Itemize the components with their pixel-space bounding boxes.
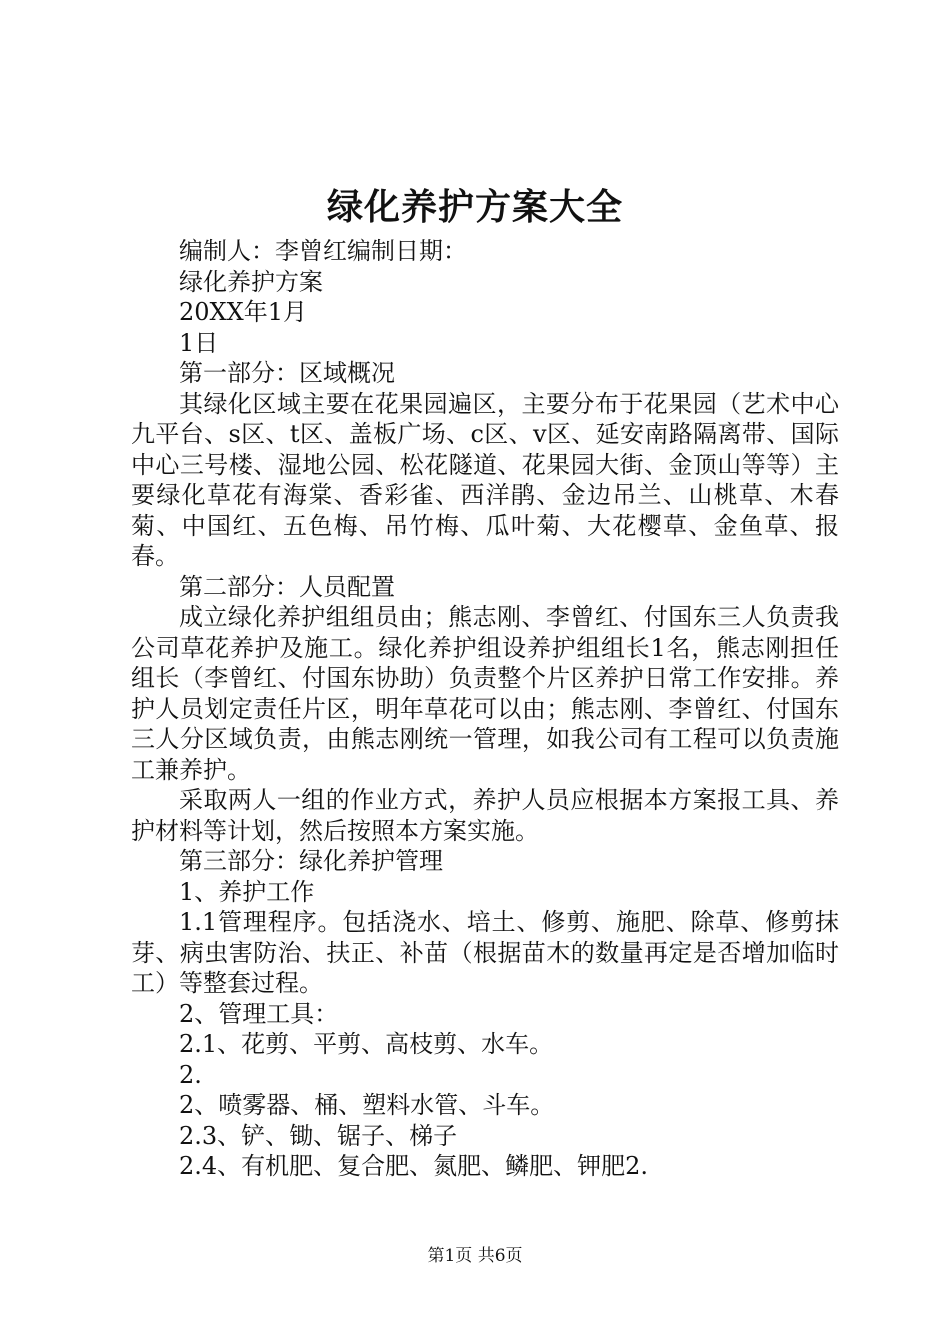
list-item-tools-2-prefix: 2. [179, 1060, 202, 1089]
subheading-management-tools: 2、管理工具： [179, 999, 339, 1028]
list-item-tools-3: 2.3、铲、锄、锯子、梯子 [179, 1121, 458, 1150]
paragraph-area-overview: 其绿化区域主要在花果园遍区，主要分布于花果园（艺术中心九平台、s区、t区、盖板广场、c区、v区、延安南路隔离带、国际中心三号楼、湿地公园、松花隧道、花果园大街、金顶山等等）主要绿化草花有海棠、香彩雀、西洋鹃、金边吊兰、山桃草、木春菊、中国红、五色梅、吊竹梅、瓜叶菊、大花樱草、金鱼草、报春。 [131, 389, 839, 570]
section-heading-2: 第二部分：人员配置 [179, 572, 395, 601]
list-item-tools-1: 2.1、花剪、平剪、高枝剪、水车。 [179, 1030, 554, 1058]
document-title: 绿化养护方案大全 [326, 186, 623, 228]
page-footer: 第1页 共6页 [427, 1246, 523, 1266]
paragraph-date-month: 20XX年1月 [179, 298, 307, 326]
list-item-tools-4: 2.4、有机肥、复合肥、氮肥、鳞肥、钾肥2. [179, 1152, 649, 1180]
document-body [131, 236, 839, 1182]
section-heading-1: 第一部分：区域概况 [179, 359, 395, 387]
paragraph-staffing: 成立绿化养护组组员由；熊志刚、李曾红、付国东三人负责我公司草花养护及施工。绿化养护组设养护组组长1名，熊志刚担任组长（李曾红、付国东协助）负责整个片区养护日常工作安排。养护人员划定责任片区，明年草花可以由；熊志刚、李曾红、付国东三人分区域负责，由熊志刚统一管理，如我公司有工程可以负责施工兼养护。 [131, 603, 839, 784]
paragraph-author: 编制人：李曾红编制日期： [179, 237, 467, 265]
list-item-tools-2: 2、喷雾器、桶、塑料水管、斗车。 [179, 1091, 555, 1119]
paragraph-work-mode: 采取两人一组的作业方式，养护人员应根据本方案报工具、养护材料等计划，然后按照本方案实施。 [131, 786, 839, 845]
subheading-maintenance-work: 1、养护工作 [179, 877, 315, 906]
section-heading-3: 第三部分：绿化养护管理 [179, 847, 443, 875]
paragraph-date-day: 1日 [179, 328, 219, 357]
paragraph-subtitle: 绿化养护方案 [179, 267, 323, 296]
paragraph-management-procedure: 1.1管理程序。包括浇水、培土、修剪、施肥、除草、修剪抹芽、病虫害防治、扶正、补苗（根据苗木的数量再定是否增加临时工）等整套过程。 [131, 908, 839, 997]
